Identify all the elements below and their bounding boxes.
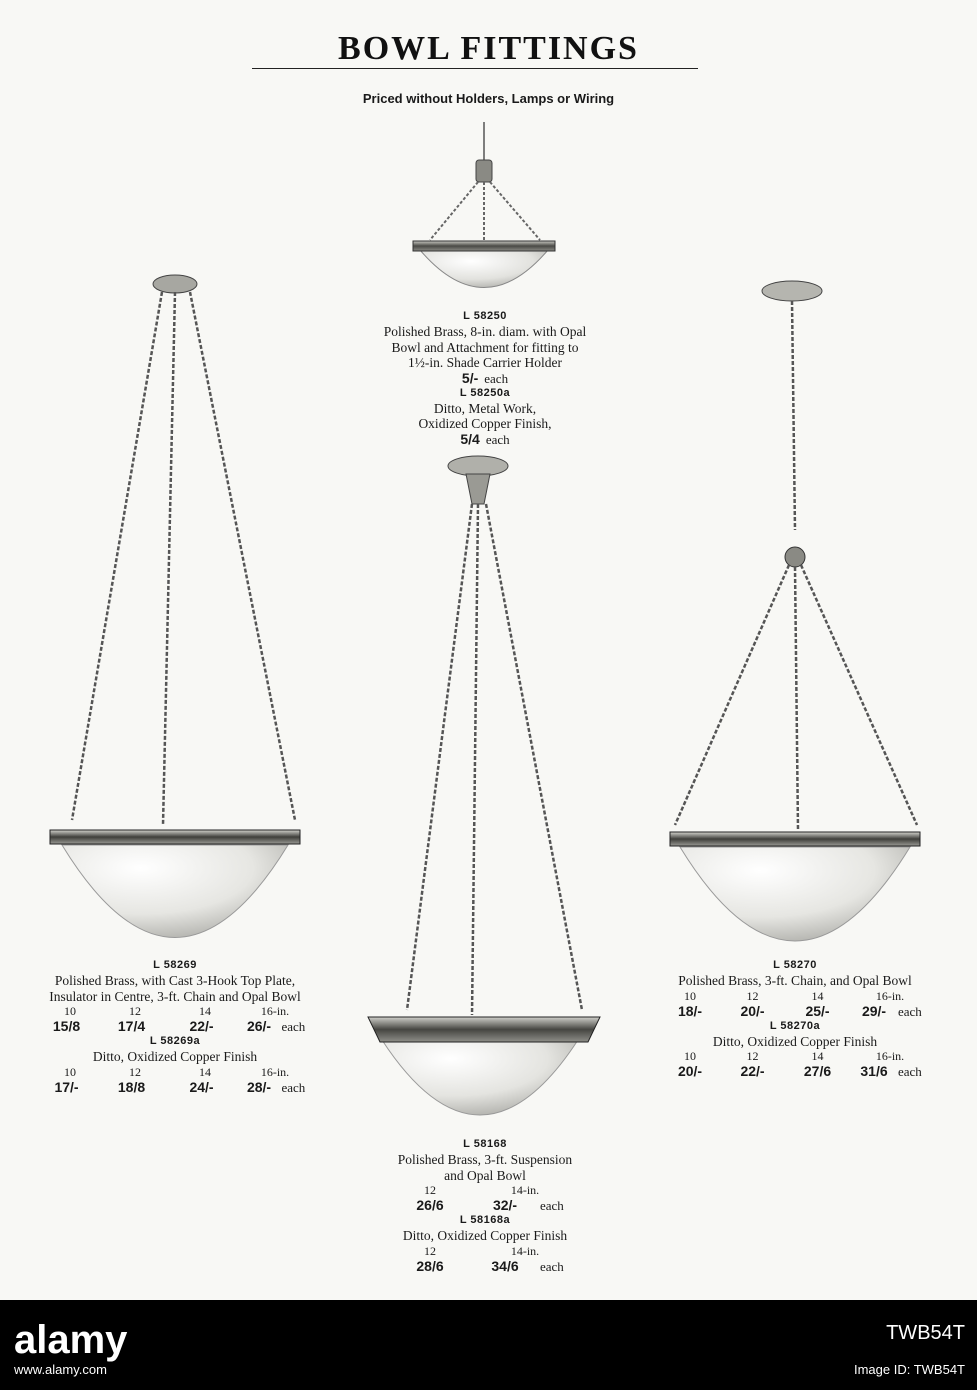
- price-unit: each: [540, 1198, 564, 1213]
- description-line: Polished Brass, with Cast 3-Hook Top Plate,: [54, 973, 296, 988]
- variant-code: L 58269a: [149, 1035, 201, 1047]
- caption-l58270: [640, 958, 950, 1079]
- size: 14: [811, 988, 824, 1003]
- size: 10: [64, 1004, 76, 1018]
- page-title: BOWL FITTINGS: [338, 30, 639, 67]
- size: 16-in.: [875, 988, 905, 1003]
- price: 15/8: [52, 1018, 81, 1034]
- price: 32/-: [492, 1197, 518, 1213]
- product-code: L 58168: [463, 1138, 507, 1150]
- description-line: and Opal Bowl: [444, 1167, 526, 1183]
- size: 12: [746, 1049, 759, 1063]
- variant-description: Ditto, Oxidized Copper Finish: [712, 1033, 878, 1049]
- title-underline: [252, 68, 698, 69]
- size: 16-in.: [260, 1004, 290, 1018]
- variant-description: Ditto, Oxidized Copper Finish: [92, 1049, 258, 1064]
- caption-l58269: [20, 958, 330, 1095]
- variant-price: 18/8: [117, 1078, 146, 1095]
- caption-l58250: [330, 309, 640, 447]
- product-code: L 58270: [773, 959, 817, 971]
- description-line: Insulator in Centre, 3-ft. Chain and Opal Bowl: [49, 988, 301, 1004]
- watermark-footer: [0, 1300, 977, 1390]
- price-unit: each: [281, 1079, 306, 1095]
- lamp-illustration-l58270: [655, 275, 935, 955]
- price: 5/-: [461, 369, 479, 386]
- variant-price: 27/6: [803, 1063, 832, 1079]
- caption-l58168: [330, 1137, 640, 1274]
- variant-price: 28/-: [246, 1078, 272, 1095]
- image-id: Image ID: TWB54T: [853, 1362, 965, 1377]
- stock-id: TWB54T: [886, 1322, 965, 1344]
- size: 12: [424, 1183, 436, 1197]
- variant-price: 17/-: [54, 1078, 79, 1095]
- price-unit: each: [485, 431, 510, 447]
- lamp-illustration-l58168: [362, 450, 607, 1140]
- price: 29/-: [861, 1002, 887, 1019]
- size: 10: [684, 988, 696, 1003]
- price: 25/-: [805, 1002, 830, 1019]
- description-line: Bowl and Attachment for fitting to: [391, 339, 579, 355]
- size: 16-in.: [875, 1049, 905, 1063]
- product-code: L 58250: [463, 310, 507, 322]
- size: 14: [811, 1049, 824, 1063]
- size: 10: [684, 1049, 696, 1063]
- price: 26/6: [416, 1197, 444, 1213]
- price: 26/-: [246, 1018, 272, 1034]
- size: 12: [746, 988, 759, 1003]
- variant-code: L 58168a: [459, 1214, 511, 1226]
- variant-code: L 58250a: [459, 386, 511, 399]
- variant-price: 20/-: [677, 1063, 703, 1079]
- variant-code: L 58270a: [769, 1019, 821, 1032]
- variant-price: 34/6: [491, 1257, 519, 1274]
- variant-description-line: Oxidized Copper Finish,: [418, 416, 552, 431]
- price-unit: each: [898, 1064, 922, 1079]
- variant-price: 31/6: [860, 1063, 888, 1079]
- variant-price: 5/4: [460, 430, 480, 447]
- price: 18/-: [677, 1002, 703, 1019]
- size: 14-in.: [510, 1243, 540, 1258]
- brand-logo[interactable]: alamy: [14, 1318, 128, 1362]
- variant-description: Ditto, Oxidized Copper Finish: [402, 1228, 568, 1243]
- lamp-illustration-l58269: [40, 270, 310, 950]
- description-line: Polished Brass, 8-in. diam. with Opal: [383, 324, 587, 339]
- site-url[interactable]: www.alamy.com: [14, 1362, 107, 1377]
- size: 10: [64, 1064, 76, 1079]
- size: 12: [424, 1243, 436, 1258]
- price-unit: each: [898, 1003, 922, 1019]
- price-unit: each: [484, 370, 509, 386]
- variant-description-line: Ditto, Metal Work,: [433, 400, 537, 416]
- size: 14: [199, 1004, 211, 1018]
- size: 14-in.: [510, 1183, 540, 1197]
- lamp-illustration-l58250: [400, 120, 570, 310]
- price-unit: each: [540, 1258, 564, 1274]
- price: 20/-: [740, 1002, 765, 1019]
- price: 17/4: [117, 1018, 146, 1034]
- product-code: L 58269: [153, 959, 197, 971]
- size: 12: [129, 1064, 141, 1079]
- price: 22/-: [189, 1018, 214, 1034]
- variant-price: 24/-: [189, 1078, 214, 1095]
- description-line: Polished Brass, 3-ft. Suspension: [397, 1152, 573, 1167]
- variant-price: 28/6: [416, 1257, 444, 1274]
- price-unit: each: [281, 1019, 306, 1034]
- description-line: 1½-in. Shade Carrier Holder: [407, 355, 563, 370]
- page-subtitle: Priced without Holders, Lamps or Wiring: [362, 91, 615, 106]
- size: 14: [199, 1064, 211, 1079]
- description: Polished Brass, 3-ft. Chain, and Opal Bowl: [678, 973, 912, 988]
- size: 16-in.: [260, 1064, 290, 1079]
- variant-price: 22/-: [740, 1063, 765, 1079]
- size: 12: [129, 1004, 141, 1018]
